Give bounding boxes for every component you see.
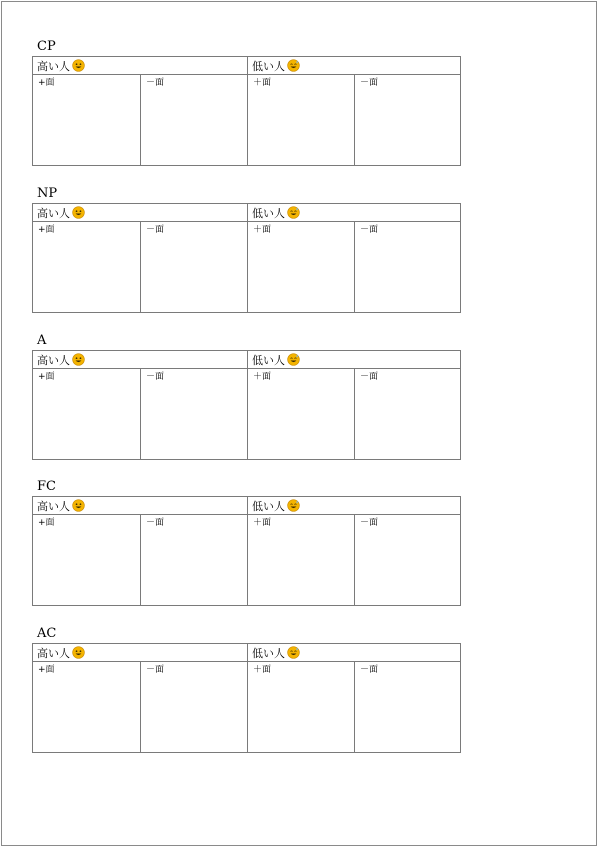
cell-high-minus: －面 [140, 369, 247, 459]
section-title: A [37, 333, 47, 348]
header-label-high: 高い人 [37, 206, 70, 220]
grinning-face-icon [72, 206, 85, 219]
grinning-sweat-face-icon [287, 499, 300, 512]
section-title: AC [37, 626, 57, 641]
cell-high-minus: －面 [140, 222, 247, 312]
document-page [1, 1, 597, 846]
grinning-face-icon [72, 499, 85, 512]
cell-low-minus: －面 [354, 369, 460, 459]
cell-high-plus: +面 [38, 518, 55, 528]
header-label-low: 低い人 [252, 353, 285, 367]
table-header-row [33, 204, 460, 222]
section-title: CP [37, 39, 56, 54]
header-cell-high [33, 644, 247, 661]
cell-low-minus: －面 [354, 75, 460, 165]
grinning-sweat-face-icon [287, 646, 300, 659]
cell-high-plus: +面 [38, 78, 55, 88]
header-label-low: 低い人 [252, 499, 285, 513]
header-label-low: 低い人 [252, 206, 285, 220]
table-header-row [33, 57, 460, 75]
cell-high-plus: +面 [38, 372, 55, 382]
section-table [32, 350, 461, 460]
grinning-face-icon [72, 59, 85, 72]
grinning-face-icon [72, 353, 85, 366]
table-header-row [33, 351, 460, 369]
cell-low-plus: ＋面 [247, 515, 354, 605]
header-cell-high [33, 57, 247, 74]
header-label-high: 高い人 [37, 353, 70, 367]
grinning-sweat-face-icon [287, 59, 300, 72]
cell-low-plus: ＋面 [247, 369, 354, 459]
section-table [32, 56, 461, 166]
header-cell-low [247, 351, 460, 368]
header-label-low: 低い人 [252, 59, 285, 73]
grinning-face-icon [72, 646, 85, 659]
cell-low-plus: ＋面 [247, 75, 354, 165]
cell-low-plus: ＋面 [247, 222, 354, 312]
header-cell-low [247, 497, 460, 514]
header-cell-high [33, 497, 247, 514]
header-cell-low [247, 57, 460, 74]
cell-high-minus: －面 [140, 75, 247, 165]
header-label-high: 高い人 [37, 499, 70, 513]
cell-low-minus: －面 [354, 515, 460, 605]
section-table [32, 203, 461, 313]
section-table [32, 496, 461, 606]
header-cell-high [33, 204, 247, 221]
section-title: NP [37, 186, 58, 201]
cell-high-minus: －面 [140, 515, 247, 605]
grinning-sweat-face-icon [287, 206, 300, 219]
table-header-row [33, 644, 460, 662]
section-table [32, 643, 461, 753]
cell-high-plus: +面 [38, 665, 55, 675]
header-label-high: 高い人 [37, 59, 70, 73]
cell-low-plus: ＋面 [247, 662, 354, 752]
header-cell-low [247, 204, 460, 221]
cell-high-plus: +面 [38, 225, 55, 235]
cell-low-minus: －面 [354, 662, 460, 752]
header-cell-high [33, 351, 247, 368]
cell-low-minus: －面 [354, 222, 460, 312]
grinning-sweat-face-icon [287, 353, 300, 366]
header-label-low: 低い人 [252, 646, 285, 660]
header-cell-low [247, 644, 460, 661]
cell-high-minus: －面 [140, 662, 247, 752]
header-label-high: 高い人 [37, 646, 70, 660]
table-header-row [33, 497, 460, 515]
section-title: FC [37, 479, 56, 494]
